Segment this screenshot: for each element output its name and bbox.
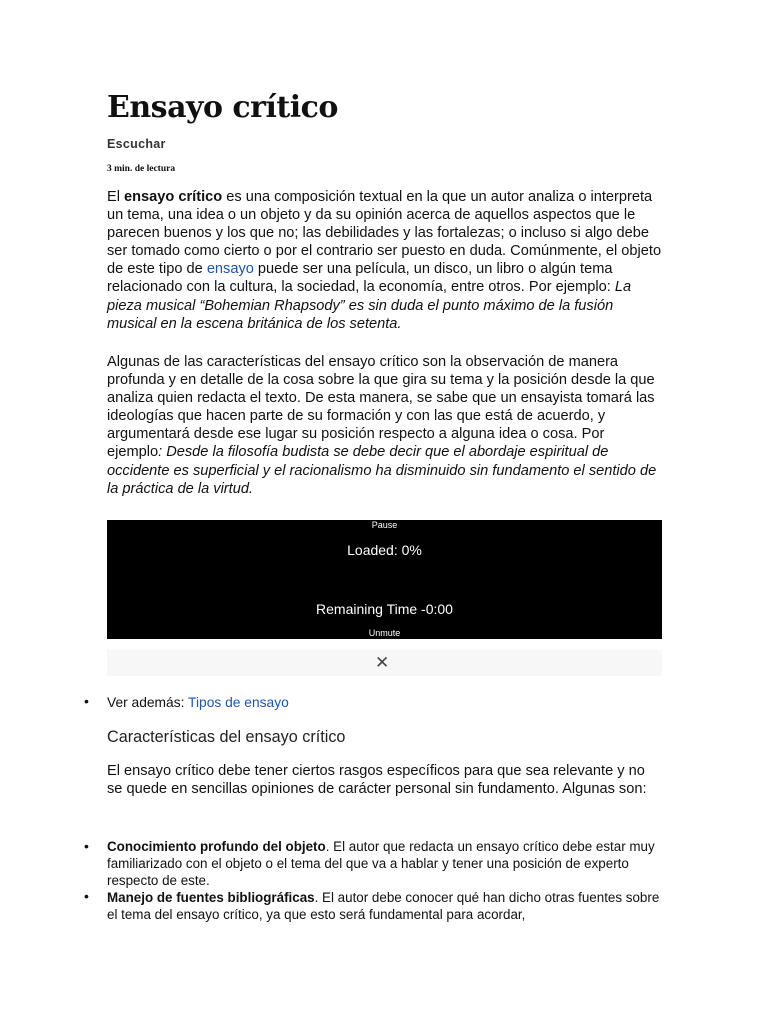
- bullet-icon: •: [84, 693, 89, 709]
- list-item: [107, 889, 663, 923]
- remaining-time: Remaining Time -0:00: [316, 601, 453, 617]
- feature-term: Conocimiento profundo del objeto: [107, 839, 326, 854]
- features-intro-paragraph: El ensayo crítico debe tener ciertos rasgos específicos para que sea relevante y no se quede en sencillas opiniones de carácter personal sin fundamento. Algunas son:: [107, 763, 647, 798]
- pause-button[interactable]: Pause: [371, 520, 398, 530]
- ad-bar: [107, 650, 662, 676]
- unmute-button[interactable]: Unmute: [368, 628, 401, 638]
- text-run: puede ser una película, un disco, un libro o algún tema relacionado con la cultura, la sociedad, la economía, entre otros. Por ejemplo:: [107, 261, 615, 296]
- text-run: es una composición textual en la que un autor analiza o interpreta un tema, una idea o un objeto y da su opinión acerca de aquellos aspectos que le parecen buenos y los que no; las debilidades y las fortalezas; o incluso si algo debe ser tomado como cierto o por el contrario ser puesto en duda. Comúnmente, el objeto de este tipo de: [107, 189, 662, 278]
- loaded-status: Loaded: 0%: [347, 542, 422, 558]
- ensayo-link[interactable]: ensayo: [206, 261, 254, 278]
- listen-button[interactable]: Escuchar: [107, 137, 166, 151]
- bullet-icon: •: [84, 838, 89, 854]
- section-heading: Características del ensayo crítico: [107, 728, 346, 746]
- bullet-icon: •: [84, 888, 89, 904]
- close-icon[interactable]: ✕: [375, 653, 390, 672]
- text-run: Algunas de las características del ensayo crítico son la observación de manera profunda y en detalle de la cosa sobre la que gira su tema y la posición desde la que analiza quien redacta el texto. De esta manera, se sabe que un ensayista tomará las ideologías que hacen parte de su formación y con las que está de acuerdo, y argumentará desde ese lugar su posición respecto a alguna idea o cosa. Por ejemplo: [107, 354, 655, 461]
- text-run: El: [107, 189, 125, 205]
- see-also-item: [107, 694, 663, 711]
- characteristics-paragraph: [107, 353, 663, 498]
- intro-paragraph: [107, 188, 663, 333]
- feature-text: . El autor que redacta un ensayo crítico debe estar muy familiarizado con el objeto o el tema del que va a hablar y tener una posición de experto respecto de este.: [107, 839, 655, 888]
- example-text: La pieza musical “Bohemian Rhapsody” es sin duda el punto máximo de la fusión musical en la escena británica de los setenta.: [107, 279, 632, 332]
- bold-term: ensayo crítico: [124, 189, 223, 205]
- see-also-prefix: Ver además:: [107, 695, 189, 710]
- feature-text: . El autor debe conocer qué han dicho otras fuentes sobre el tema del ensayo crítico, ya que esto será fundamental para acordar,: [107, 890, 660, 922]
- read-time: 3 min. de lectura: [107, 164, 176, 174]
- feature-term: Manejo de fuentes bibliográficas: [107, 890, 315, 905]
- list-item: [107, 838, 663, 889]
- video-player[interactable]: [107, 520, 662, 639]
- tipos-de-ensayo-link[interactable]: Tipos de ensayo: [188, 695, 289, 710]
- page-title: Ensayo crítico: [107, 90, 338, 125]
- example-text: : Desde la filosofía budista se debe decir que el abordaje espiritual de occidente es superficial y el racionalismo ha disminuido sin fundamento el sentido de la práctica de la virtud.: [107, 444, 657, 497]
